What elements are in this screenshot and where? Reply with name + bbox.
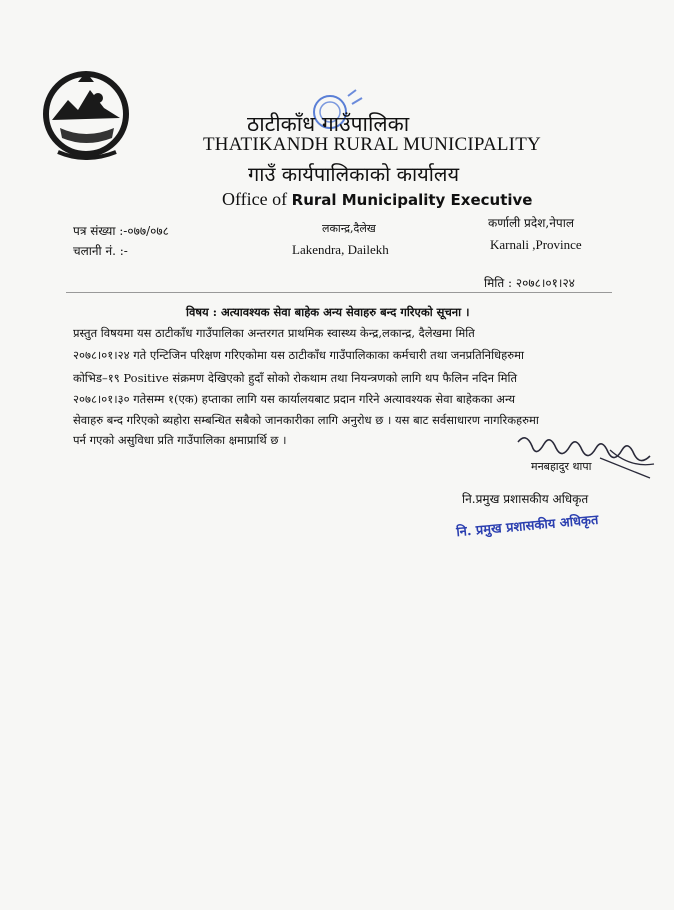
body-line-5: सेवाहरु बन्द गरिएको ब्यहोरा सम्बन्धित सबैको जानकारीका लागि अनुरोध छ । यस बाट सर्वसाधारण नागरिकहरुमा [73, 413, 539, 427]
office-name-prefix: Office of [222, 189, 292, 209]
body-line-6: पर्न गएको असुविधा प्रति गाउँपालिका क्षमाप्रार्थि छ । [73, 433, 287, 447]
body-line-3: कोभिड–१९ Positive संक्रमण देखिएको हुदाँ सोको रोकथाम तथा नियन्त्रणको लागि थप फैलिन नदिन मिति [73, 371, 518, 385]
body-line-1: प्रस्तुत विषयमा यस ठाटीकाँध गाउँपालिका अन्तरगत प्राथमिक स्वास्थ्य केन्द्र,लकान्द्र, दैलेखमा मिति [73, 326, 475, 340]
municipality-name-english: THATIKANDH RURAL MUNICIPALITY [203, 134, 541, 155]
province-nepali: कर्णाली प्रदेश,नेपाल [488, 216, 574, 230]
municipality-name-nepali: ठाटीकाँध गाउँपालिका [247, 112, 410, 136]
province-english: Karnali ,Province [490, 237, 582, 252]
letter-date: मिति : २०७८।०१।२४ [484, 276, 575, 290]
office-name-english [222, 189, 532, 210]
subject-line: विषय : अत्यावश्यक सेवा बाहेक अन्य सेवाहरु बन्द गरिएको सूचना । [186, 305, 470, 319]
reference-number: पत्र संख्या :-०७७/०७८ [73, 224, 169, 238]
body-line-4: २०७८।०१।३० गतेसम्म १(एक) हप्ताका लागि यस कार्यालयबाट प्रदान गरिने अत्यावश्यक सेवा बाहेकका अन्य [73, 392, 516, 406]
signatory-name: मनबहादुर थापा [531, 460, 592, 473]
official-seal-text: नि. प्रमुख प्रशासकीय अधिकृत [455, 512, 599, 541]
office-name-bold: Rural Municipality Executive [291, 191, 533, 209]
signatory-title: नि.प्रमुख प्रशासकीय अधिकृत [462, 492, 589, 506]
place-english: Lakendra, Dailekh [292, 242, 389, 257]
office-name-nepali: गाउँ कार्यपालिकाको कार्यालय [248, 162, 460, 186]
dispatch-number: चलानी नं. :- [73, 244, 128, 258]
header-divider [66, 292, 612, 293]
nepal-emblem-icon [38, 68, 134, 160]
place-nepali: लकान्द्र,दैलेख [322, 222, 376, 235]
body-line-2: २०७८।०१।२४ गते एन्टिजिन परिक्षण गरिएकोमा यस ठाटीकाँध गाउँपालिकाका कर्मचारी तथा जनप्रतिनिधिहरुमा [73, 348, 524, 362]
handwritten-signature-icon [510, 428, 660, 488]
